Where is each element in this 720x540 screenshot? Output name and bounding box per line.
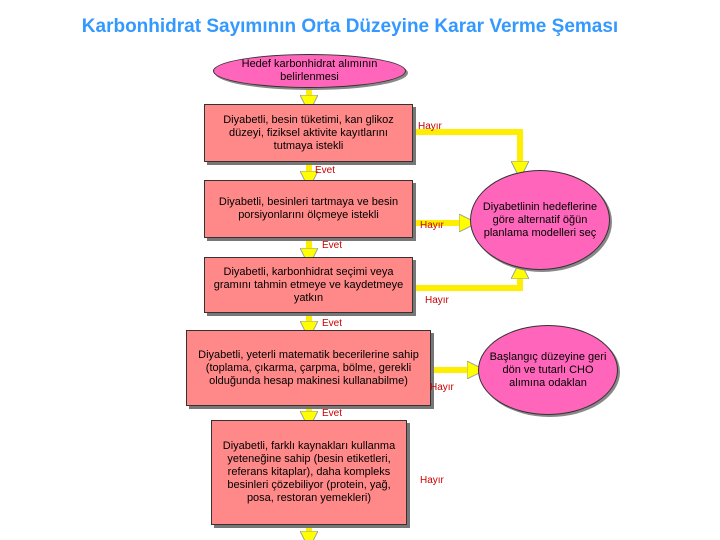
no-label-1: Hayır	[418, 121, 442, 132]
no-label-4: Hayır	[430, 382, 454, 393]
arrow-q1-alt1	[413, 132, 520, 170]
return-basic-level-text: Başlangıç düzeyine geri dön ve tutarlı CHO alımına odaklan	[489, 350, 607, 389]
decision-box-weighing	[204, 180, 413, 238]
no-label-5: Hayır	[420, 475, 444, 486]
decision-text-resources: Diyabetli, farklı kaynakları kullanma yeteneğine sahip (besin etiketleri, referans kitaplar), daha kompleks besinleri çözebiliyor (protein, yağ, posa, restoran yemekleri)	[222, 440, 396, 504]
decision-box-math	[186, 330, 431, 406]
decision-box-records	[204, 104, 413, 162]
decision-text-math: Diyabetli, yeterli matematik becerilerine sahip (toplama, çıkarma, çarpma, bölme, gerekli olduğunda hesap makinesi kullanabilme)	[198, 348, 419, 387]
yes-label-2: Evet	[322, 240, 343, 251]
decision-text-estimation: Diyabetli, karbonhidrat seçimi veya gramını tahmin etmeye ve kaydetmeye yatkın	[213, 265, 404, 304]
yes-label-1: Evet	[315, 165, 336, 176]
start-text: Hedef karbonhidrat alımının belirlenmesi	[241, 58, 378, 83]
alternative-meal-plan-oval	[470, 170, 610, 270]
decision-box-resources	[211, 420, 407, 525]
yes-label-4: Evet	[322, 408, 343, 419]
decision-box-estimation	[204, 257, 413, 313]
decision-text-records: Diyabetli, besin tüketimi, kan glikoz düzeyi, fiziksel aktivite kayıtlarını tutmaya istekli	[223, 113, 394, 152]
return-basic-level-oval	[478, 325, 618, 415]
no-label-2: Hayır	[420, 220, 444, 231]
page-title: Karbonhidrat Sayımının Orta Düzeyine Karar Verme Şeması	[81, 16, 619, 37]
arrow-q3-alt1	[413, 270, 520, 288]
start-oval	[213, 54, 406, 88]
yes-label-3: Evet	[322, 318, 343, 329]
alternative-meal-plan-text: Diyabetlinin hedeflerine göre alternatif öğün planlama modelleri seç	[482, 200, 598, 239]
no-label-3: Hayır	[425, 295, 449, 306]
decision-text-weighing: Diyabetli, besinleri tartmaya ve besin porsiyonlarını ölçmeye istekli	[218, 196, 399, 221]
